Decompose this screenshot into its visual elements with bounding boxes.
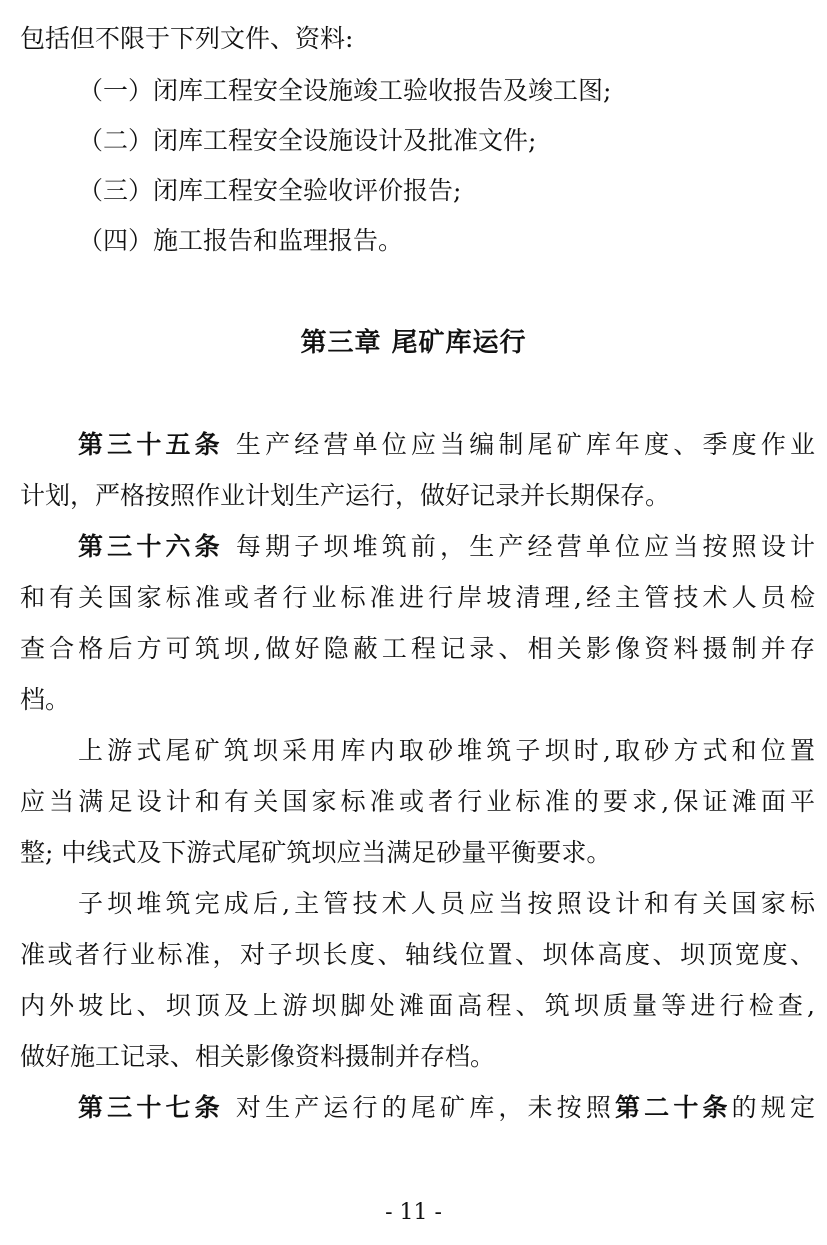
article-35-text-1: 生产经营单位应当编制尾矿库年度、季度作业 bbox=[235, 430, 815, 459]
subdam-line-4: 做好施工记录、相关影像资料摄制并存档。 bbox=[20, 1042, 496, 1071]
article-36-line-4: 档。 bbox=[20, 685, 71, 714]
article-37-text-before: 对生产运行的尾矿库，未按照 bbox=[235, 1093, 615, 1122]
article-37-text-after: 的规定 bbox=[731, 1093, 815, 1122]
subdam-line-3: 内外坡比、坝顶及上游坝脚处滩面高程、筑坝质量等进行检查, bbox=[20, 991, 815, 1020]
article-36-line-1 bbox=[78, 532, 815, 562]
article-37-ref-label: 第二十条 bbox=[615, 1093, 732, 1122]
article-36-label: 第三十六条 bbox=[78, 532, 224, 561]
intro-line: 包括但不限于下列文件、资料: bbox=[20, 24, 354, 53]
subdam-line-1: 子坝堆筑完成后,主管技术人员应当按照设计和有关国家标 bbox=[78, 889, 815, 918]
upstream-line-2: 应当满足设计和有关国家标准或者行业标准的要求,保证滩面平 bbox=[20, 787, 815, 816]
article-36-line-3: 查合格后方可筑坝,做好隐蔽工程记录、相关影像资料摄制并存 bbox=[20, 634, 815, 663]
list-item-4: （四）施工报告和监理报告。 bbox=[78, 226, 404, 255]
upstream-line-3: 整; 中线式及下游式尾矿筑坝应当满足砂量平衡要求。 bbox=[20, 838, 612, 867]
article-36-line-2: 和有关国家标准或者行业标准进行岸坡清理,经主管技术人员检 bbox=[20, 583, 815, 612]
article-36-text-1: 每期子坝堆筑前，生产经营单位应当按照设计 bbox=[235, 532, 815, 561]
article-37-line-1 bbox=[78, 1093, 815, 1123]
article-35-label: 第三十五条 bbox=[78, 430, 224, 459]
article-35-line-1 bbox=[78, 430, 815, 460]
subdam-line-2: 准或者行业标准，对子坝长度、轴线位置、坝体高度、坝顶宽度、 bbox=[20, 940, 815, 969]
article-37-label: 第三十七条 bbox=[78, 1093, 224, 1122]
list-item-1: （一）闭库工程安全设施竣工验收报告及竣工图; bbox=[78, 76, 612, 105]
chapter-title: 第三章 尾矿库运行 bbox=[300, 328, 527, 358]
list-item-3: （三）闭库工程安全验收评价报告; bbox=[78, 176, 462, 205]
upstream-line-1: 上游式尾矿筑坝采用库内取砂堆筑子坝时,取砂方式和位置 bbox=[78, 736, 815, 765]
article-35-line-2: 计划，严格按照作业计划生产运行，做好记录并长期保存。 bbox=[20, 481, 671, 510]
page-number: - 11 - bbox=[385, 1200, 442, 1225]
list-item-2: （二）闭库工程安全设施设计及批准文件; bbox=[78, 126, 537, 155]
